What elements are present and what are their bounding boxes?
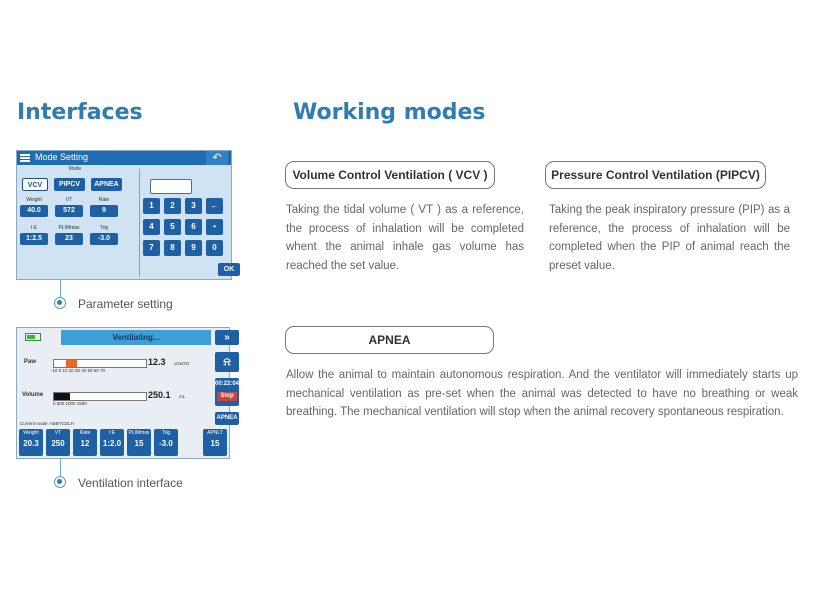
param-name: Weight bbox=[26, 197, 42, 203]
vt-value[interactable]: 572 bbox=[55, 205, 83, 217]
paw-unit: cmH2O bbox=[174, 361, 190, 366]
vcv-description: Taking the tidal volume ( VT ) as a reference, the process of inhalation will be completed whent the animal inhale gas volume has reached the set value. bbox=[286, 204, 524, 272]
param-name: I:E bbox=[30, 225, 38, 231]
working-modes-heading: Working modes bbox=[293, 100, 486, 125]
backspace-key[interactable]: ← bbox=[206, 198, 223, 214]
rate-value[interactable]: 9 bbox=[90, 205, 118, 217]
key-1[interactable]: 1 bbox=[143, 198, 160, 214]
bell-icon[interactable]: ⍾ bbox=[215, 352, 239, 372]
forward-icon[interactable]: » bbox=[215, 330, 239, 345]
mode-setting-titlebar bbox=[17, 151, 231, 165]
stop-button[interactable]: Stop bbox=[217, 392, 236, 401]
mode-pipcv-button[interactable]: PIPCV bbox=[54, 178, 85, 191]
bullet-dot-icon bbox=[54, 476, 66, 488]
key-2[interactable]: 2 bbox=[164, 198, 181, 214]
caption-connector bbox=[60, 279, 61, 299]
menu-icon[interactable] bbox=[20, 154, 30, 162]
parameter-setting-caption: Parameter setting bbox=[78, 297, 173, 311]
param-name: Rate bbox=[98, 197, 110, 203]
param-tile-plimmax[interactable]: PLIMmax 15 bbox=[127, 429, 151, 456]
volume-scale: 0 500 1000 1500 bbox=[53, 401, 87, 406]
key-5[interactable]: 5 bbox=[164, 219, 181, 235]
param-name: VT bbox=[65, 197, 73, 203]
pipcv-mode-title: Pressure Control Ventilation (PIPCV) bbox=[545, 161, 766, 189]
paw-bar bbox=[53, 359, 147, 368]
paw-scale: -10 0 10 20 30 40 50 60 70 bbox=[51, 368, 106, 373]
param-tile-vt[interactable]: VT 250 bbox=[46, 429, 70, 456]
param-name: PLIMmax bbox=[58, 225, 80, 231]
key-8[interactable]: 8 bbox=[164, 240, 181, 256]
param-tile-weight[interactable]: Weight 20.3 bbox=[19, 429, 43, 456]
ok-button[interactable]: OK bbox=[218, 263, 240, 276]
paw-value: 12.3 bbox=[148, 357, 166, 367]
apnea-button[interactable]: APNEA bbox=[215, 412, 239, 425]
bullet-dot-icon bbox=[54, 297, 66, 309]
vcv-mode-title: Volume Control Ventilation ( VCV ) bbox=[285, 161, 495, 189]
key-6[interactable]: 6 bbox=[185, 219, 202, 235]
pipcv-description: Taking the peak inspiratory pressure (PIP) as a reference, the process of inhalation will be completed when the PIP of animal reach the preset value. bbox=[549, 204, 790, 272]
ie-value[interactable]: 1:2.5 bbox=[20, 233, 48, 245]
param-tile-ie[interactable]: I:E 1:2.0 bbox=[100, 429, 124, 456]
timer-value: 00:22:04 bbox=[215, 381, 240, 387]
key-4[interactable]: 4 bbox=[143, 219, 160, 235]
plimmax-value[interactable]: 23 bbox=[55, 233, 83, 245]
parameter-setting-screen bbox=[16, 150, 235, 280]
dot-key[interactable]: • bbox=[206, 219, 223, 235]
param-tile-apnlt[interactable]: APNLT 15 bbox=[203, 429, 227, 456]
ventilating-status: Ventilating... bbox=[61, 330, 211, 345]
param-tile-trig[interactable]: Trig -3.0 bbox=[154, 429, 178, 456]
number-entry-field[interactable] bbox=[150, 179, 192, 194]
key-9[interactable]: 9 bbox=[185, 240, 202, 256]
volume-bar bbox=[53, 392, 147, 401]
timer-stop-panel[interactable] bbox=[215, 378, 239, 406]
current-mode: Current mode: ABBYCDLH bbox=[20, 421, 75, 426]
mode-label: Mode bbox=[68, 166, 82, 172]
param-name: Trig bbox=[99, 225, 109, 231]
weight-value[interactable]: 40.0 bbox=[20, 205, 48, 217]
apnea-mode-title: APNEA bbox=[285, 326, 494, 354]
back-arrow-icon[interactable]: ↶ bbox=[206, 151, 228, 165]
volume-value: 250.1 bbox=[148, 390, 171, 400]
volume-label: Volume bbox=[22, 392, 44, 398]
param-tile-rate[interactable]: Rate 12 bbox=[73, 429, 97, 456]
battery-icon bbox=[25, 333, 41, 341]
paw-label: Paw bbox=[24, 359, 37, 365]
volume-bar-fill bbox=[54, 393, 70, 400]
ventilation-screen bbox=[16, 327, 240, 459]
key-3[interactable]: 3 bbox=[185, 198, 202, 214]
apnea-description: Allow the animal to maintain autonomous respiration. And the ventilator will immediately starts up mechanical ventilation as pre-set when the animal was detected to have no breathing or weak breathing. The mechanical ventilation will stop when the animal recovery spontaneous respiration. bbox=[286, 369, 798, 418]
screen-divider bbox=[139, 169, 140, 277]
mode-vcv-button[interactable]: VCV bbox=[22, 178, 48, 191]
ventilation-interface-caption: Ventilation interface bbox=[78, 476, 183, 490]
key-7[interactable]: 7 bbox=[143, 240, 160, 256]
key-0[interactable]: 0 bbox=[206, 240, 223, 256]
mode-apnea-button[interactable]: APNEA bbox=[91, 178, 122, 191]
interfaces-heading: Interfaces bbox=[17, 100, 143, 125]
volume-unit: mL bbox=[179, 394, 186, 399]
paw-bar-fill bbox=[66, 360, 77, 367]
trig-value[interactable]: -3.0 bbox=[90, 233, 118, 245]
mode-setting-title: Mode Setting bbox=[35, 152, 89, 162]
caption-connector bbox=[60, 458, 61, 478]
